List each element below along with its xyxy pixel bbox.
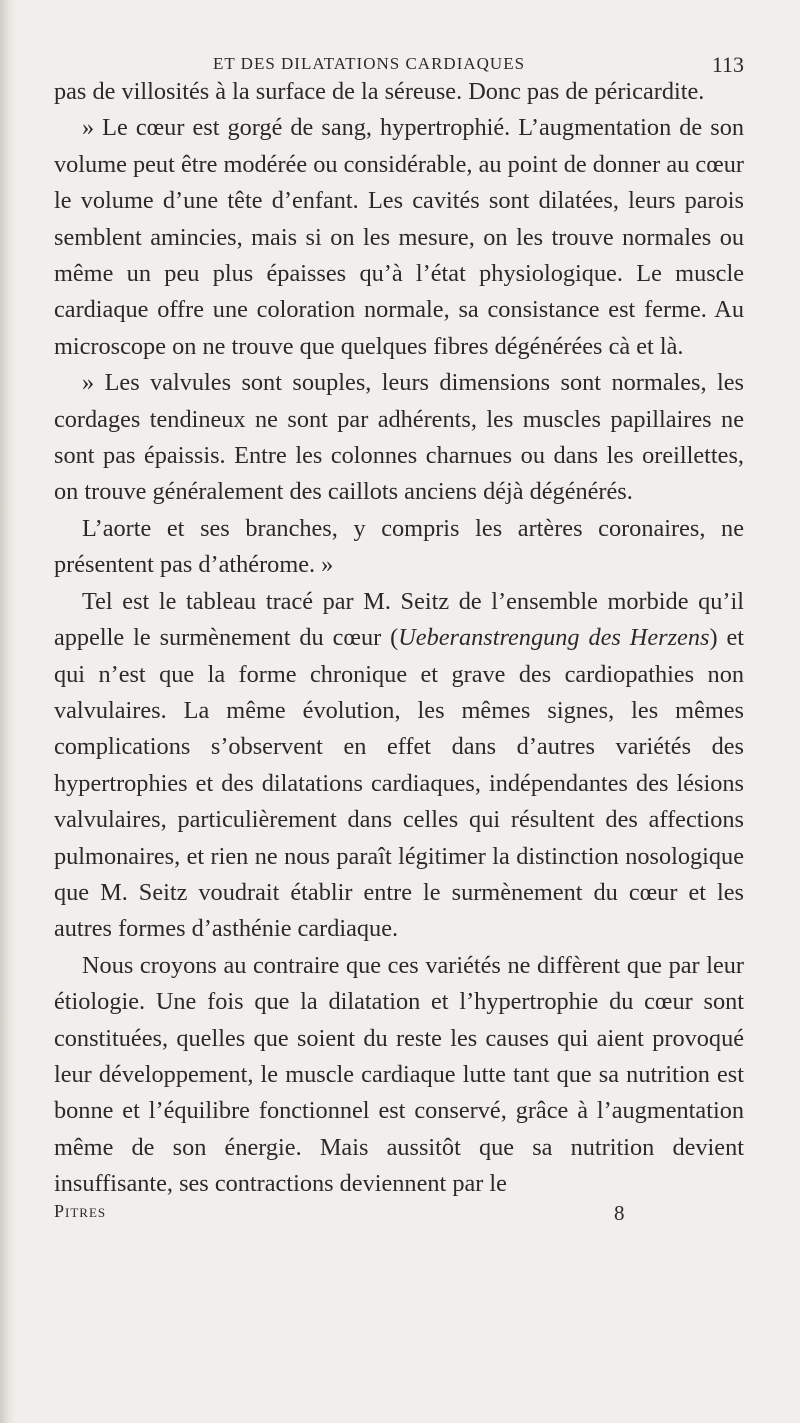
sheet-number: 8 [614, 1200, 625, 1225]
seitz-text-before: Tel est le tableau tracé par M. Seitz de l’ensemble morbide qu’il appelle le surmènement du cœur ( [54, 587, 744, 652]
body-text [54, 74, 744, 1203]
paragraph-continuation: pas de villosités à la surface de la séreuse. Donc pas de péricardite. [54, 78, 705, 105]
paragraph-heart: » Le cœur est gorgé de sang, hypertrophié. L’augmentation de son volume peut être modérée ou considérable, au point de donner au cœur le volume d’une tête d’enfant. Les cavités sont dilatées, leurs parois semblent amincies, mais si on les mesure, on les trouve normales ou même un peu plus épaisses qu’à l’état physiologique. Le muscle cardiaque offre une coloration normale, sa consistance est ferme. Au microscope on ne trouve que quelques fibres dégénérées cà et là. [54, 114, 744, 360]
page-binding-edge [0, 0, 16, 1423]
printer-signature: Pitres [54, 1200, 107, 1221]
paragraph-etiology: Nous croyons au contraire que ces variétés ne diffèrent que par leur étiologie. Une fois que la dilatation et l’hypertrophie du cœur sont constituées, quelles que soient du reste les causes qui aient provoqué leur développement, le muscle cardiaque lutte tant que sa nutrition est bonne et l’équilibre fonctionnel est conservé, grâce à l’augmentation même de son énergie. Mais aussitôt que sa nutrition devient insuffisante, ses contractions deviennent par le [54, 951, 744, 1198]
german-term: Ueberanstrengung des Herzens [398, 624, 710, 652]
page-footer [54, 1201, 744, 1231]
book-page [54, 40, 744, 1231]
page-number: 113 [711, 52, 744, 77]
running-head [54, 40, 744, 77]
running-title: ET DES DILATATIONS CARDIAQUES [212, 54, 526, 73]
paragraph-seitz [54, 584, 744, 948]
seitz-text-after: ) et qui n’est que la forme chronique et grave des cardiopathies non valvulaires. La même évolution, les mêmes signes, les mêmes complications s’observent en effet dans d’autres variétés des hypertrophies et des dilatations cardiaques, indépendantes des lésions valvulaires, particulièrement dans celles qui résultent des affections pulmonaires, et rien ne nous paraît légitimer la distinction nosologique que M. Seitz voudrait établir entre le surmènement du cœur et les autres formes d’asthénie cardiaque. [54, 624, 745, 943]
paragraph-valves: » Les valvules sont souples, leurs dimensions sont normales, les cordages tendineux ne sont par adhérents, les muscles papillaires ne sont pas épaissis. Entre les colonnes charnues ou dans les oreillettes, on trouve généralement des caillots anciens déjà dégénérés. [54, 369, 744, 506]
paragraph-aorta: L’aorte et ses branches, y compris les artères coronaires, ne présentent pas d’athérome. » [54, 514, 744, 579]
